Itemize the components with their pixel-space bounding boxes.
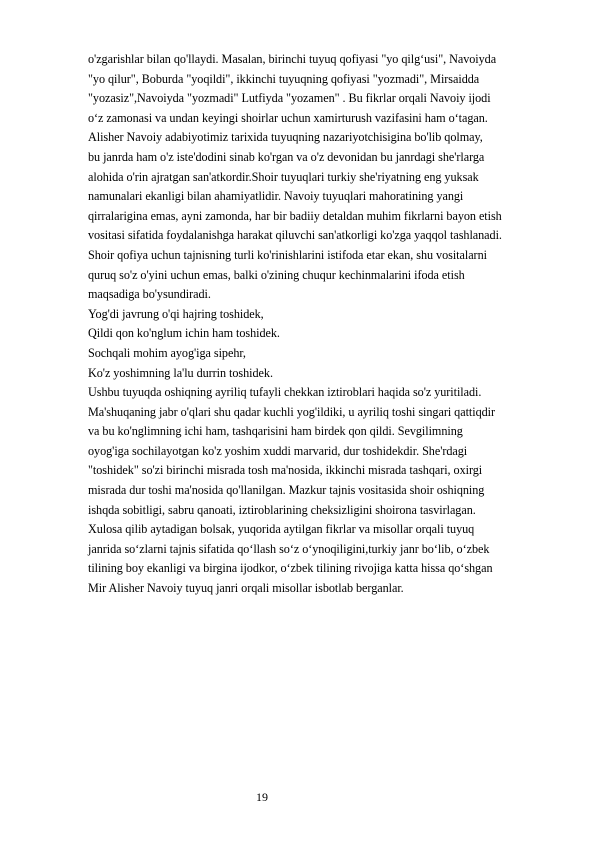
text-line: Alisher Navoiy adabiyotimiz tarixida tuyuqning nazariyotchisigina bo'lib qolmay, bbox=[88, 130, 483, 145]
text-line: ishqda sobitligi, sabru qanoati, iztiroblarining cheksizligini shoirona tasvirlagan. bbox=[88, 502, 476, 517]
text-line: Xulosa qilib aytadigan bolsak, yuqorida aytilgan fikrlar va misollar orqali tuyuq bbox=[88, 522, 475, 537]
page-number: 19 bbox=[256, 790, 268, 804]
text-line: oyog'iga sochilayotgan ko'z yoshim xuddi marvarid, dur toshidekdir. She'rdagi bbox=[88, 443, 468, 458]
text-line: misrada dur toshi ma'nosida qo'llanilgan. Mazkur tajnis vositasida shoir oshiqning bbox=[88, 483, 485, 498]
text-line: Ma'shuqaning jabr o'qlari shu qadar kuchli yog'ildiki, u ayriliq toshi singari qattiqdir bbox=[88, 404, 496, 419]
text-line: Shoir qofiya uchun tajnisning turli ko'rinishlarini istifoda etar ekan, shu vositalarni bbox=[88, 247, 487, 262]
text-line: oʻz zamonasi va undan keyingi shoirlar uchun xamirturush vazifasini ham oʻtagan. bbox=[88, 110, 488, 125]
text-line: o'zgarishlar bilan qo'llaydi. Masalan, birinchi tuyuq qofiyasi "yo qilgʻusi", Navoiyda bbox=[88, 52, 497, 66]
text-line: tilining boy ekanligi va birgina ijodkor, oʻzbek tilining rivojiga katta hissa qoʻshgan bbox=[88, 561, 493, 576]
text-line: maqsadiga bo'ysundiradi. bbox=[88, 287, 211, 302]
poem-line: Ko'z yoshimning la'lu durrin toshidek. bbox=[88, 365, 273, 380]
text-line: vositasi sifatida foydalanishga harakat qiluvchi san'atkorligi ko'zga yaqqol tashlanadi. bbox=[88, 228, 502, 243]
text-line: bu janrda ham o'z iste'dodini sinab ko'rgan va o'z devonidan bu janrdagi she'rlarga bbox=[88, 149, 485, 164]
text-line: "yo qilur", Boburda "yoqildi", ikkinchi tuyuqning qofiyasi "yozmadi", Mirsaidda bbox=[88, 71, 480, 86]
text-line: va bu ko'nglimning ichi ham, tashqarisini ham birdek qon qildi. Sevgilimning bbox=[88, 424, 463, 439]
text-line: alohida o'rin ajratgan san'atkordir.Shoir tuyuqlari turkiy she'riyatning eng yuksak bbox=[88, 169, 479, 184]
text-line: namunalari ekanligi bilan ahamiyatlidir. Navoiy tuyuqlari mahoratining yangi bbox=[88, 189, 464, 204]
text-line: janrida soʻzlarni tajnis sifatida qoʻllash soʻz oʻynoqiligini,turkiy janr boʻlib, oʻzbek bbox=[88, 541, 490, 556]
text-line: "yozasiz",Navoiyda "yozmadi" Lutfiyda "yozamen" . Bu fikrlar orqali Navoiy ijodi bbox=[88, 91, 491, 106]
body-text bbox=[88, 50, 588, 599]
text-line: Mir Alisher Navoiy tuyuq janri orqali misollar isbotlab berganlar. bbox=[88, 581, 404, 596]
poem-line: Qildi qon ko'nglum ichin ham toshidek. bbox=[88, 326, 280, 341]
text-line: quruq so'z o'yini uchun emas, balki o'zining chuqur kechinmalarini ifoda etish bbox=[88, 267, 465, 282]
poem-line: Sochqali mohim ayog'iga sipehr, bbox=[88, 345, 246, 360]
text-line: "toshidek" so'zi birinchi misrada tosh ma'nosida, ikkinchi misrada tashqari, oxirgi bbox=[88, 463, 483, 478]
text-line: qirralarigina emas, ayni zamonda, har bir badiiy detaldan muhim fikrlarni bayon etish bbox=[88, 208, 502, 223]
text-line: Ushbu tuyuqda oshiqning ayriliq tufayli chekkan iztiroblari haqida so'z yuritiladi. bbox=[88, 385, 482, 400]
poem-line: Yog'di javrung o'qi hajring toshidek, bbox=[88, 306, 264, 321]
